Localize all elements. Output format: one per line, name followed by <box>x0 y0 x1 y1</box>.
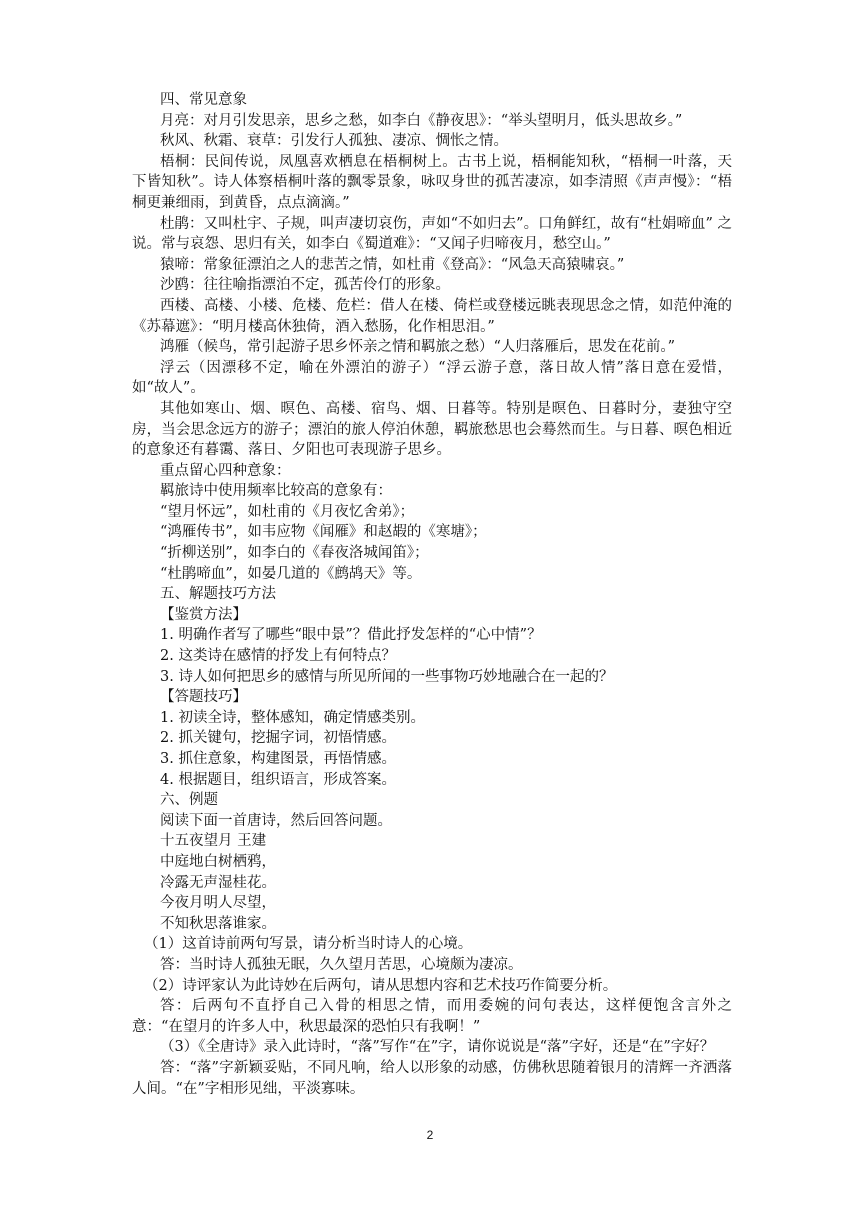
poem-line: 冷露无声湿桂花。 <box>160 874 276 891</box>
list-item: “鸿雁传书”，如韦应物《闻雁》和赵嘏的《寒塘》； <box>160 524 487 541</box>
paragraph-other: 其他如寒山、烟、暝色、高楼、宿鸟、烟、日暮等。特别是暝色、日暮时分，妻独守空房，当会思念远方的游子；漂泊的旅人停泊休憩，羁旅愁思也会蓦然而生。与日暮、暝色相近的意象还有暮霭、落日、夕阳也可表现游子思乡。 <box>132 400 732 459</box>
focus-intro: 羁旅诗中使用频率比较高的意象有： <box>160 483 392 500</box>
subsection-title: 【答题技巧】 <box>160 689 247 706</box>
paragraph-gull: 沙鸥：往往喻指漂泊不定，孤苦伶仃的形象。 <box>160 277 450 294</box>
question-1: （1）这首诗前两句写景，请分析当时诗人的心境。 <box>144 936 473 953</box>
question-3: （3）《全唐诗》录入此诗时，“落”写作“在”字，请你说说是“落”字好，还是“在”字好？ <box>160 1039 715 1056</box>
paragraph-ape: 猿啼：常象征漂泊之人的悲苦之情，如杜甫《登高》：“风急天高猿啸哀。” <box>160 256 625 273</box>
answer-2: 答：后两句不直抒自己入骨的相思之情，而用委婉的问句表达，这样便饱含言外之意：“在望月的许多人中，秋思最深的恐怕只有我啊！” <box>132 998 732 1035</box>
paragraph-wutong: 梧桐：民间传说，凤凰喜欢栖息在梧桐树上。古书上说，梧桐能知秋，“梧桐一叶落，天下皆知秋”。诗人体察梧桐叶落的飘零景象，咏叹身世的孤苦凄凉，如李清照《声声慢》：“梧桐更兼细雨，到黄昏，点点滴滴。” <box>132 153 732 211</box>
page-number: 2 <box>426 1128 434 1142</box>
list-item: 3. 诗人如何把思乡的感情与所见所闻的一些事物巧妙地融合在一起的？ <box>160 668 614 685</box>
list-item: 2. 这类诗在感情的抒发上有何特点？ <box>160 648 396 665</box>
section-heading: 六、例题 <box>160 792 218 809</box>
example-intro: 阅读下面一首唐诗，然后回答问题。 <box>160 812 392 829</box>
paragraph-autumn: 秋风、秋霜、衰草：引发行人孤独、凄凉、惆怅之情。 <box>160 133 508 150</box>
paragraph-cloud: 浮云（因漂移不定，喻在外漂泊的游子）“浮云游子意，落日故人情”落日意在爱惜，如“故人”。 <box>132 359 732 397</box>
paragraph-moon: 月亮：对月引发思亲，思乡之愁，如李白《静夜思》：“举头望明月，低头思故乡。” <box>160 112 683 129</box>
answer-1: 答：当时诗人孤独无眠，久久望月苦思，心境颇为凄凉。 <box>160 956 523 973</box>
list-item: 1. 明确作者写了哪些“眼中景”？借此抒发怎样的“心中情”？ <box>160 627 542 644</box>
list-item: “折柳送别”，如李白的《春夜洛城闻笛》； <box>160 545 429 562</box>
list-item: “望月怀远”，如杜甫的《月夜忆舍弟》； <box>160 503 415 520</box>
answer-3: 答：“落”字新颖妥贴，不同凡响，给人以形象的动感，仿佛秋思随着银月的清辉一齐洒落人间。“在”字相形见绌，平淡寡味。 <box>132 1059 732 1097</box>
list-item: 3. 抓住意象，构建图景，再悟情感。 <box>160 751 396 767</box>
paragraph-tower: 西楼、高楼、小楼、危楼、危栏：借人在楼、倚栏或登楼远眺表现思念之情，如范仲淹的《苏幕遮》：“明月楼高休独倚，酒入愁肠，化作相思泪。” <box>132 297 732 335</box>
question-2: （2）诗评家认为此诗妙在后两句，请从思想内容和艺术技巧作简要分析。 <box>144 977 618 994</box>
poem-line: 中庭地白树栖鸦， <box>160 853 276 870</box>
paragraph-dujuan: 杜鹃：又叫杜宇、子规，叫声凄切哀伤，声如“不如归去”。口角鲜红，故有“杜娟啼血” 之说。常与哀怨、思归有关，如李白《蜀道难》：“又闻子归啼夜月，愁空山。” <box>132 215 732 253</box>
focus-title: 重点留心四种意象： <box>160 462 291 479</box>
poem-line: 不知秋思落谁家。 <box>160 915 276 932</box>
section-heading: 四、常见意象 <box>160 92 247 108</box>
list-item: 4. 根据题目，组织语言，形成答案。 <box>160 771 396 788</box>
subsection-title: 【鉴赏方法】 <box>160 606 247 623</box>
paragraph-goose: 鸿雁（候鸟，常引起游子思乡怀亲之情和羁旅之愁）“人归落雁后，思发在花前。” <box>160 339 676 356</box>
list-item: 2. 抓关键句，挖掘字词，初悟情感。 <box>160 730 396 747</box>
list-item: 1. 初读全诗，整体感知，确定情感类别。 <box>160 709 425 726</box>
section-heading: 五、解题技巧方法 <box>160 586 276 603</box>
poem-title: 十五夜望月 王建 <box>160 833 267 850</box>
list-item: “杜鹃啼血”，如晏几道的《鹧鸪天》等。 <box>160 565 422 582</box>
poem-line: 今夜月明人尽望， <box>160 895 276 912</box>
document-body <box>132 90 732 1099</box>
